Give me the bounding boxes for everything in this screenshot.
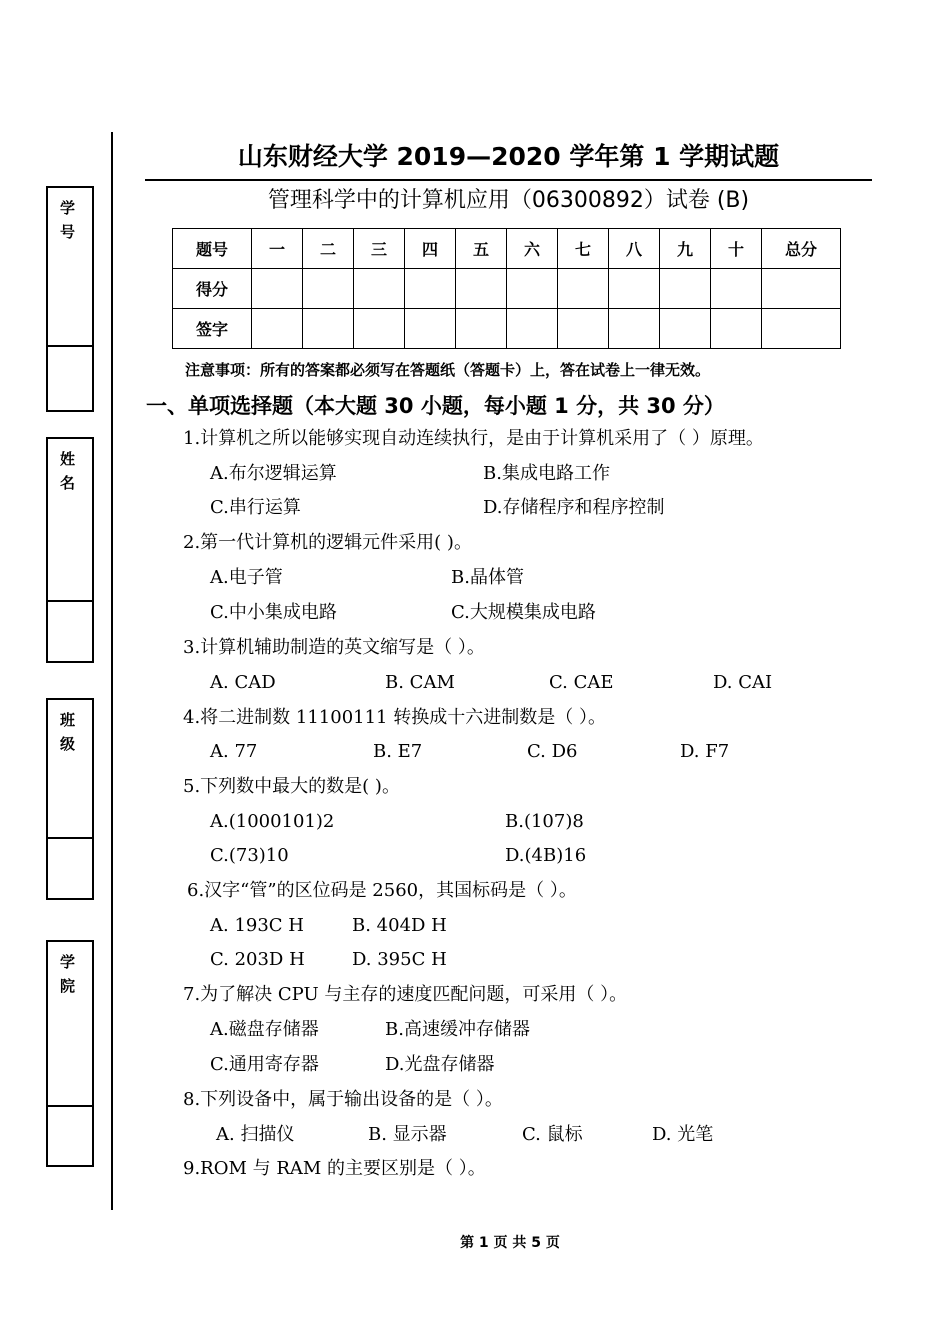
question-option: D. 395C H (352, 949, 447, 970)
question-option: B. 404D H (352, 915, 447, 936)
college-label: 学院 (60, 953, 76, 995)
question-option: B. 显示器 (368, 1124, 447, 1145)
question-option: D.存储程序和程序控制 (483, 497, 665, 518)
score-table-header-row (173, 229, 841, 269)
signature-cell (660, 309, 711, 349)
question-option: C. CAE (549, 672, 614, 693)
question-option: B.高速缓冲存储器 (385, 1019, 530, 1040)
score-header-cell: 十 (711, 229, 762, 269)
score-header-cell: 六 (507, 229, 558, 269)
question-option: A.电子管 (210, 567, 283, 588)
question-option: B.晶体管 (451, 567, 524, 588)
question-option: C.(73)10 (210, 845, 289, 866)
question-option: A. 77 (210, 741, 258, 762)
question-option: A. 193C H (210, 915, 304, 936)
score-table (172, 228, 841, 349)
signature-cell (558, 309, 609, 349)
name-box (46, 437, 94, 663)
student-id-label-cell (48, 188, 92, 347)
signature-cell (252, 309, 303, 349)
exam-title: 山东财经大学 2019—2020 学年第 1 学期试题 (237, 142, 780, 171)
question-stem: 6.汉字“管”的区位码是 2560，其国标码是（ ）。 (187, 880, 577, 901)
signature-cell (456, 309, 507, 349)
signature-row-label: 签字 (173, 309, 252, 349)
question-option: C.中小集成电路 (210, 602, 337, 623)
score-cell (354, 269, 405, 309)
class-label: 班级 (60, 711, 76, 753)
score-row-label: 得分 (173, 269, 252, 309)
name-label-cell (48, 439, 92, 602)
score-header-cell: 七 (558, 229, 609, 269)
class-label-cell (48, 700, 92, 839)
signature-row (173, 309, 841, 349)
question-option: C. 鼠标 (522, 1124, 583, 1145)
question-option: A.磁盘存储器 (210, 1019, 319, 1040)
score-header-cell: 题号 (173, 229, 252, 269)
question-option: B. E7 (373, 741, 423, 762)
signature-cell (354, 309, 405, 349)
score-header-cell: 总分 (762, 229, 841, 269)
question-stem: 2.第一代计算机的逻辑元件采用( )。 (183, 532, 472, 553)
question-stem: 8.下列设备中，属于输出设备的是（ ）。 (183, 1089, 503, 1110)
class-box (46, 698, 94, 900)
question-option: A.布尔逻辑运算 (210, 463, 337, 484)
score-header-cell: 二 (303, 229, 354, 269)
exam-notice: 注意事项：所有的答案都必须写在答题纸（答题卡）上，答在试卷上一律无效。 (185, 361, 711, 379)
question-option: C. 203D H (210, 949, 305, 970)
score-cell (252, 269, 303, 309)
student-id-box (46, 186, 94, 412)
score-header-cell: 三 (354, 229, 405, 269)
score-cell (762, 269, 841, 309)
score-cell (558, 269, 609, 309)
question-option: A. CAD (210, 672, 276, 693)
question-option: B.(107)8 (505, 811, 584, 832)
section-title: 一、单项选择题（本大题 30 小题，每小题 1 分，共 30 分） (146, 394, 725, 418)
student-id-label: 学号 (60, 199, 76, 241)
question-stem: 7.为了解决 CPU 与主存的速度匹配问题，可采用（ ）。 (183, 984, 628, 1005)
question-stem: 4.将二进制数 11100111 转换成十六进制数是（ ）。 (183, 707, 606, 728)
question-option: D. CAI (713, 672, 773, 693)
signature-cell (609, 309, 660, 349)
page-footer: 第 1 页 共 5 页 (460, 1235, 560, 1251)
question-option: D.(4B)16 (505, 845, 587, 866)
score-cell (405, 269, 456, 309)
signature-cell (405, 309, 456, 349)
score-header-cell: 四 (405, 229, 456, 269)
question-option: D. 光笔 (652, 1124, 714, 1145)
question-stem: 5.下列数中最大的数是( )。 (183, 776, 400, 797)
question-option: C. D6 (527, 741, 578, 762)
binding-line (111, 132, 113, 1210)
question-option: C.通用寄存器 (210, 1054, 319, 1075)
score-row (173, 269, 841, 309)
question-option: B. CAM (385, 672, 455, 693)
signature-cell (762, 309, 841, 349)
score-cell (507, 269, 558, 309)
score-cell (609, 269, 660, 309)
college-label-cell (48, 942, 92, 1107)
score-cell (711, 269, 762, 309)
score-header-cell: 九 (660, 229, 711, 269)
signature-cell (303, 309, 354, 349)
question-option: B.集成电路工作 (483, 463, 610, 484)
score-header-cell: 五 (456, 229, 507, 269)
signature-cell (711, 309, 762, 349)
question-option: A. 扫描仪 (216, 1124, 295, 1145)
question-stem: 9.ROM 与 RAM 的主要区别是（ ）。 (183, 1158, 486, 1179)
score-cell (660, 269, 711, 309)
question-option: C.串行运算 (210, 497, 301, 518)
question-option: A.(1000101)2 (210, 811, 335, 832)
title-rule (145, 179, 872, 181)
signature-cell (507, 309, 558, 349)
score-cell (456, 269, 507, 309)
question-stem: 1.计算机之所以能够实现自动连续执行，是由于计算机采用了（ ）原理。 (183, 428, 764, 449)
question-option: D. F7 (680, 741, 730, 762)
college-box (46, 940, 94, 1167)
score-header-cell: 一 (252, 229, 303, 269)
exam-subtitle: 管理科学中的计算机应用（06300892）试卷 (B) (267, 188, 750, 213)
name-label: 姓名 (60, 450, 76, 492)
question-option: C.大规模集成电路 (451, 602, 596, 623)
question-option: D.光盘存储器 (385, 1054, 495, 1075)
score-cell (303, 269, 354, 309)
score-header-cell: 八 (609, 229, 660, 269)
question-stem: 3.计算机辅助制造的英文缩写是（ ）。 (183, 637, 485, 658)
